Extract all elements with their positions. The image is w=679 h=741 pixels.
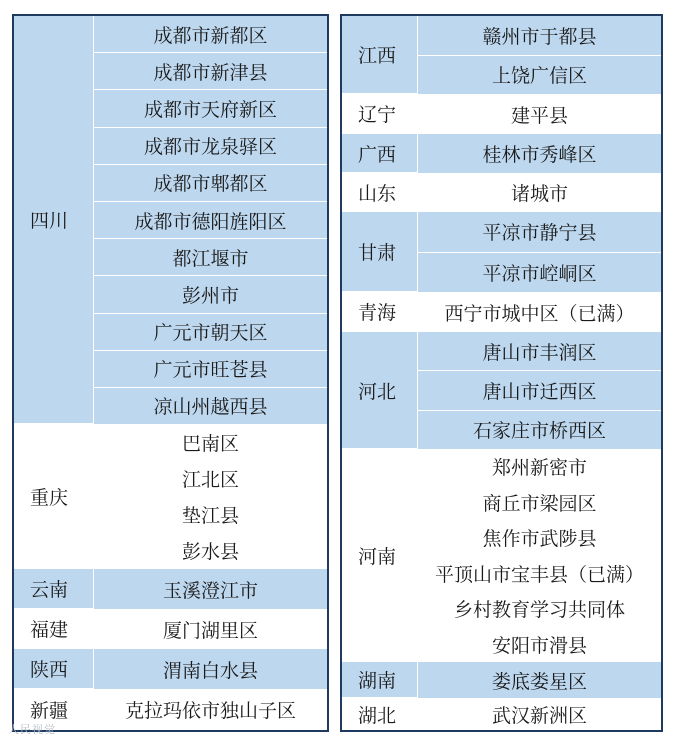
watermark: 人民视觉 bbox=[8, 723, 56, 736]
province-cell: 青海 bbox=[342, 292, 418, 332]
city-cell: 成都市新都区 bbox=[94, 16, 327, 53]
city-cell: 桂林市秀峰区 bbox=[482, 144, 597, 166]
city-group bbox=[418, 134, 661, 173]
city-cell: 玉溪澄江市 bbox=[162, 579, 258, 602]
city-group bbox=[418, 292, 661, 332]
city-cell: 凉山州越西县 bbox=[153, 396, 268, 419]
city-group bbox=[418, 16, 661, 94]
city-group bbox=[94, 569, 327, 609]
city-group bbox=[418, 332, 661, 449]
city-cell: 商丘市梁园区 bbox=[482, 492, 597, 515]
city-cell: 唐山市丰润区 bbox=[418, 332, 661, 371]
city-cell: 娄底娄星区 bbox=[491, 670, 587, 693]
province-cell: 甘肃 bbox=[342, 212, 418, 292]
city-cell: 都江堰市 bbox=[94, 239, 327, 276]
city-group bbox=[418, 173, 661, 212]
province-cell: 新疆 bbox=[14, 689, 94, 730]
right-table bbox=[340, 14, 663, 732]
province-cell: 江西 bbox=[342, 16, 418, 94]
city-group bbox=[418, 698, 661, 730]
city-cell: 平凉市静宁县 bbox=[418, 212, 661, 253]
city-cell: 彭水县 bbox=[181, 541, 239, 564]
city-cell: 建平县 bbox=[510, 104, 568, 127]
city-group bbox=[94, 424, 327, 569]
city-cell: 成都市新津县 bbox=[94, 53, 327, 90]
city-cell: 广元市旺苍县 bbox=[94, 351, 327, 388]
city-cell: 成都市龙泉驿区 bbox=[94, 128, 327, 165]
city-cell: 唐山市迁西区 bbox=[418, 371, 661, 410]
city-cell: 安阳市滑县 bbox=[491, 634, 587, 657]
city-cell: 赣州市于都县 bbox=[418, 16, 661, 56]
province-cell: 云南 bbox=[14, 569, 94, 609]
city-cell: 西宁市城中区（已满） bbox=[444, 302, 635, 325]
city-cell: 垫江县 bbox=[181, 505, 239, 528]
city-cell: 渭南白水县 bbox=[162, 659, 258, 682]
city-cell: 石家庄市桥西区 bbox=[472, 420, 606, 443]
city-cell: 焦作市武陟县 bbox=[482, 528, 597, 551]
province-cell: 广西 bbox=[342, 134, 418, 173]
province-cell: 辽宁 bbox=[342, 94, 418, 134]
city-group bbox=[94, 609, 327, 649]
province-cell: 河南 bbox=[342, 449, 418, 662]
city-cell: 郑州新密市 bbox=[491, 457, 587, 480]
city-cell: 巴南区 bbox=[181, 432, 239, 455]
province-cell: 湖北 bbox=[342, 698, 418, 730]
province-cell: 陕西 bbox=[14, 649, 94, 689]
city-cell: 平顶山市宝丰县（已满） bbox=[434, 563, 644, 586]
province-cell: 山东 bbox=[342, 173, 418, 212]
city-cell: 江北区 bbox=[181, 468, 239, 491]
city-cell: 成都市郫都区 bbox=[94, 165, 327, 202]
city-cell: 广元市朝天区 bbox=[94, 314, 327, 351]
city-group bbox=[94, 689, 327, 730]
city-cell: 诸城市 bbox=[510, 183, 568, 205]
city-cell: 彭州市 bbox=[94, 276, 327, 313]
city-group bbox=[418, 94, 661, 134]
city-group bbox=[418, 662, 661, 698]
province-cell: 四川 bbox=[14, 16, 94, 424]
city-group bbox=[94, 649, 327, 689]
city-group bbox=[418, 449, 661, 662]
city-cell: 平凉市崆峒区 bbox=[482, 262, 597, 285]
province-cell: 重庆 bbox=[14, 424, 94, 569]
city-cell: 成都市天府新区 bbox=[94, 90, 327, 127]
city-cell: 乡村教育学习共同体 bbox=[453, 599, 625, 622]
province-cell: 湖南 bbox=[342, 662, 418, 698]
city-group bbox=[94, 16, 327, 424]
left-table bbox=[12, 14, 329, 732]
city-cell: 上饶广信区 bbox=[491, 65, 587, 88]
province-cell: 河北 bbox=[342, 332, 418, 449]
city-cell: 武汉新洲区 bbox=[491, 704, 587, 727]
city-cell: 克拉玛依市独山子区 bbox=[124, 700, 296, 722]
city-cell: 厦门湖里区 bbox=[162, 619, 258, 642]
city-group bbox=[418, 212, 661, 292]
province-cell: 福建 bbox=[14, 609, 94, 649]
city-cell: 成都市德阳旌阳区 bbox=[94, 202, 327, 239]
